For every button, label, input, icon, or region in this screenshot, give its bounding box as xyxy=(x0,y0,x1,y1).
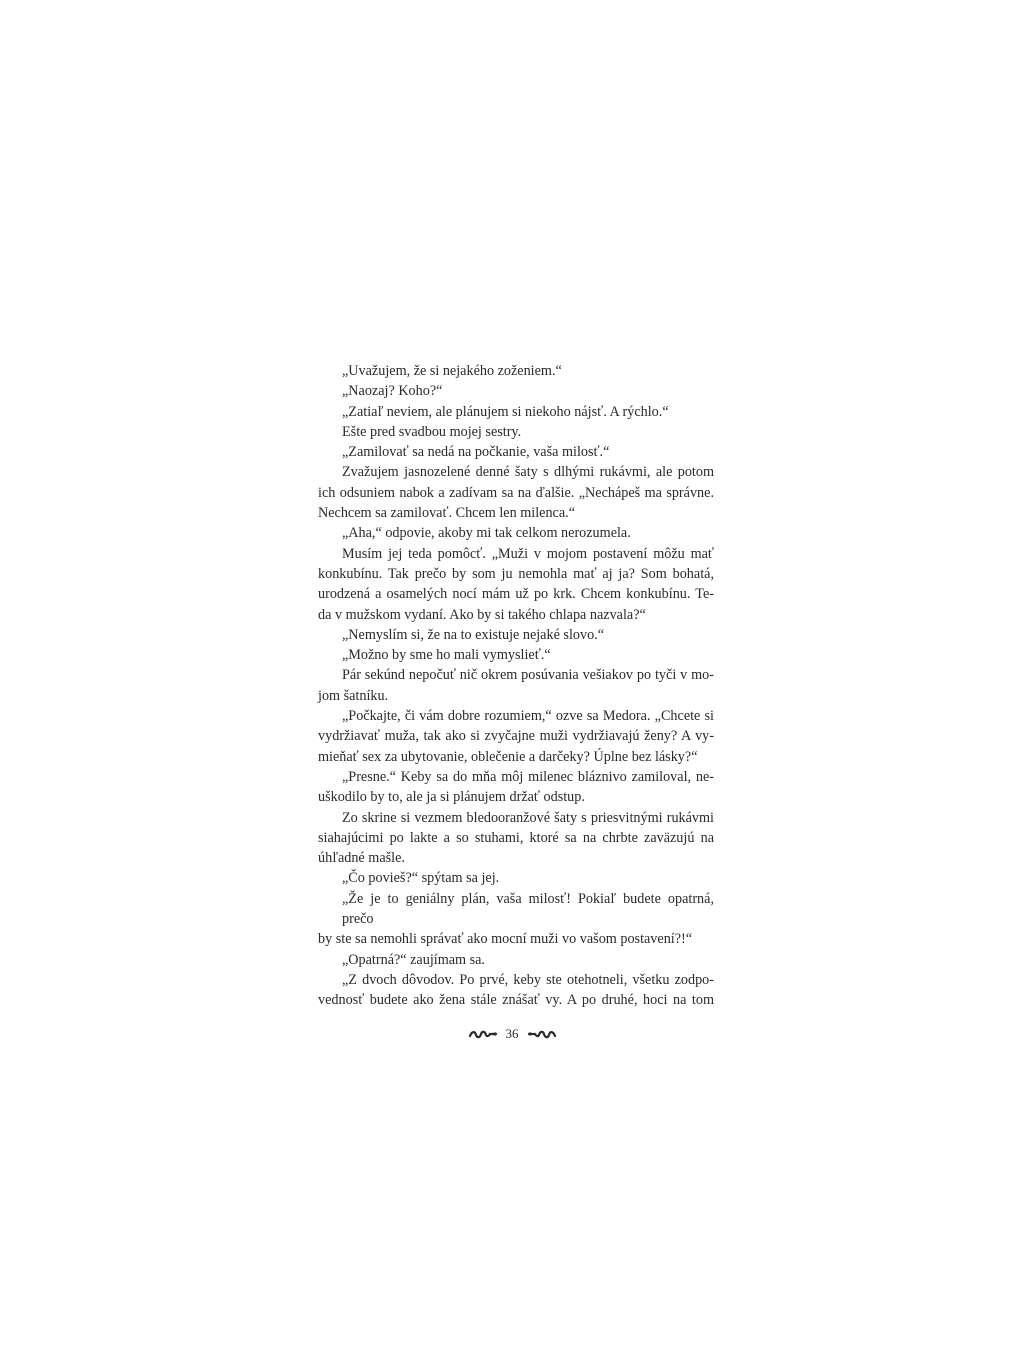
paragraph xyxy=(318,868,714,888)
text-line: „Že je to geniálny plán, vaša milosť! Pokiaľ budete opatrná, prečo xyxy=(342,890,714,928)
paragraph xyxy=(318,462,714,523)
text-line: „Zatiaľ neviem, ale plánujem si niekoho nájsť. A rýchlo.“ xyxy=(342,403,669,420)
paragraph xyxy=(318,665,714,706)
paragraph xyxy=(318,544,714,625)
paragraph xyxy=(318,523,714,543)
paragraph xyxy=(318,970,714,1011)
body-text xyxy=(318,361,714,1011)
paragraph xyxy=(318,889,714,950)
paragraph xyxy=(318,422,714,442)
text-line: „Počkajte, či vám dobre rozumiem,“ ozve sa Medora. „Chcete si xyxy=(342,708,714,725)
paragraph xyxy=(318,950,714,970)
text-line: Musím jej teda pomôcť. „Muži v mojom postavení môžu mať xyxy=(342,545,714,562)
paragraph xyxy=(318,645,714,665)
text-line: „Aha,“ odpovie, akoby mi tak celkom nerozumela. xyxy=(342,525,631,542)
text-line: „Nemyslím si, že na to existuje nejaké slovo.“ xyxy=(342,626,605,643)
text-line: „Uvažujem, že si nejakého zoženiem.“ xyxy=(342,363,562,379)
text-line: siahajúcimi po lakte a so stuhami, ktoré sa na chrbte zaväzujú na xyxy=(318,829,714,846)
paragraph xyxy=(318,381,714,401)
text-line: „Čo povieš?“ spýtam sa jej. xyxy=(342,870,500,887)
text-line: Zo skrine si vezmem bledooranžové šaty s priesvitnými rukávmi xyxy=(342,809,714,826)
text-line: „Zamilovať sa nedá na počkanie, vaša milosť.“ xyxy=(342,444,610,461)
page-footer xyxy=(0,1024,1024,1044)
text-line: „Opatrná?“ zaujímam sa. xyxy=(342,951,485,968)
text-line: „Z dvoch dôvodov. Po prvé, keby ste otehotneli, všetku zodpo- xyxy=(342,971,714,988)
text-line: da v mužskom vydaní. Ako by si takého chlapa nazvala?“ xyxy=(318,606,646,623)
text-line: úhľadné mašle. xyxy=(318,850,405,867)
text-line: ich odsuniem nabok a zadívam sa na ďalšie. „Nechápeš ma správne. xyxy=(318,484,714,501)
text-line: Ešte pred svadbou mojej sestry. xyxy=(342,423,522,440)
paragraph xyxy=(318,808,714,869)
paragraph xyxy=(318,706,714,767)
text-line: by ste sa nemohli správať ako mocní muži vo vašom postavení?!“ xyxy=(318,931,693,948)
paragraph xyxy=(318,767,714,808)
paragraph xyxy=(318,442,714,462)
text-line: mieňať sex za ubytovanie, oblečenie a darčeky? Úplne bez lásky?“ xyxy=(318,748,698,765)
text-line: Pár sekúnd nepočuť nič okrem posúvania vešiakov po tyči v mo- xyxy=(342,667,714,684)
text-line: konkubínu. Tak prečo by som ju nemohla mať aj ja? Som bohatá, xyxy=(318,565,714,582)
page-number: 36 xyxy=(505,1026,519,1041)
text-line: Zvažujem jasnozelené denné šaty s dlhými rukávmi, ale potom xyxy=(342,464,714,481)
text-line: jom šatníku. xyxy=(318,687,389,704)
paragraph xyxy=(318,361,714,381)
ornament-left-icon xyxy=(468,1028,498,1040)
paragraph xyxy=(318,402,714,422)
paragraph xyxy=(318,625,714,645)
text-line: vednosť budete ako žena stále znášať vy. A po druhé, hoci na tom xyxy=(318,992,714,1009)
text-line: Nechcem sa zamilovať. Chcem len milenca.“ xyxy=(318,505,575,522)
text-line: „Možno by sme ho mali vymyslieť.“ xyxy=(342,647,551,664)
text-line: urodzená a osamelých nocí mám už po krk. Chcem konkubínu. Te- xyxy=(318,586,714,603)
ornament-right-icon xyxy=(527,1028,557,1040)
text-line: vydržiavať muža, tak ako si zvyčajne muži vydržiavajú ženy? A vy- xyxy=(318,728,714,745)
text-line: „Naozaj? Koho?“ xyxy=(342,383,443,400)
text-line: uškodilo by to, ale ja si plánujem držať odstup. xyxy=(318,789,585,806)
text-line: „Presne.“ Keby sa do mňa môj milenec bláznivo zamiloval, ne- xyxy=(342,768,714,785)
